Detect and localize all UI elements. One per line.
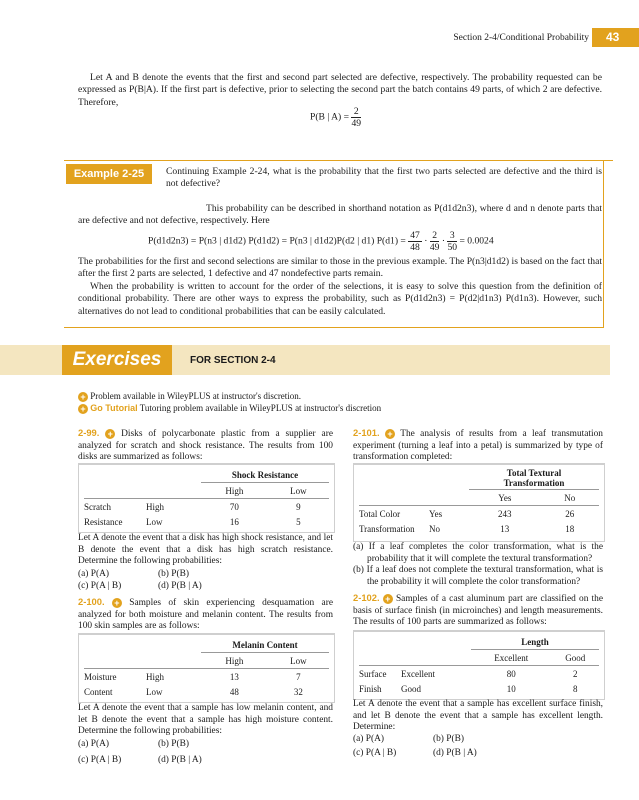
legend-row-1 [78, 390, 381, 402]
row-group: Content [84, 686, 113, 697]
problem-statement: Samples of a cast aluminum part are classified on the basis of surface finish (in microinches) and length measurements. The results of 100 parts are summarized as follows: [353, 594, 604, 628]
option-b: (b) P(B) [433, 734, 464, 744]
example-bottom-rule [64, 327, 604, 328]
eq-f2-den: 49 [429, 242, 440, 253]
cell-value: 80 [506, 668, 516, 679]
legend-row-2 [78, 402, 381, 414]
part-a: (a) If a leaf completes the color transformation, what is the probability that it will complete the textural transformation? [353, 542, 603, 564]
option-d: (d) P(B | A) [158, 581, 202, 591]
cell-value: 5 [296, 516, 301, 527]
option-a: (a) P(A) [78, 569, 109, 579]
intro-eq-fraction [351, 106, 361, 129]
eq-fraction-1 [408, 230, 422, 253]
problem-number: 2-100. [78, 596, 105, 607]
plus-icon: + [385, 429, 395, 439]
table-row [359, 521, 599, 536]
row-group: Moisture [84, 671, 117, 682]
problem-statement: Disks of polycarbonate plastic from a supplier are analyzed for scratch and shock resistance. The results from 100 disks are summarized as follows: [78, 429, 333, 463]
example-right-rule [603, 160, 604, 328]
example-label: Example 2-25 [66, 164, 152, 184]
problem-statement: Samples of skin experiencing desquamation are analyzed for both moisture and melanin content. The results from 100 skin samples are as follows: [78, 598, 334, 632]
row-level: No [429, 523, 440, 534]
example-top-rule [64, 160, 613, 161]
page-number: 43 [592, 28, 639, 47]
problem-2-101-text [353, 427, 603, 464]
col-header: High [225, 485, 244, 496]
col-header: Good [565, 652, 586, 663]
col-header: Low [290, 655, 307, 666]
part-b: (b) If a leaf does not complete the textural transformation, what is the probability it will complete the color transformation? [353, 565, 603, 587]
table-2-102 [353, 630, 605, 700]
eq-f2-num: 2 [430, 230, 440, 242]
row-level: Excellent [401, 668, 435, 679]
option-d: (d) P(B | A) [433, 748, 477, 758]
problem-2-102-after: Let A denote the event that a sample has excellent surface finish, and let B denote the event that a sample has excellent length. Determine: [353, 699, 603, 733]
problem-2-99-options [78, 568, 333, 592]
problem-2-100-text [78, 596, 333, 633]
problem-2-99-after: Let A denote the event that a disk has high shock resistance, and let B denote the event that a disk has high scratch resistance. Determine the following probabilities: [78, 533, 333, 567]
cell-value: 10 [506, 683, 516, 694]
option-c: (c) P(A | B) [353, 748, 397, 758]
table-row [84, 514, 329, 529]
example-eq-chain: P(d1d2n3) = P(n3 | d1d2) P(d1d2) = P(n3 | d1d2)P(d2 | d1) P(d1) = [148, 235, 406, 247]
table-2-101 [353, 463, 605, 542]
cell-value: 18 [565, 523, 575, 534]
plus-icon: + [78, 392, 88, 402]
col-header: Low [290, 485, 307, 496]
table-row [359, 506, 599, 522]
example-question: Continuing Example 2-24, what is the probability that the first two parts selected are defective and the third is not defective? [166, 166, 602, 190]
plus-icon: + [383, 594, 393, 604]
option-d: (d) P(B | A) [158, 755, 202, 765]
cell-value: 7 [296, 671, 301, 682]
cell-value: 13 [229, 671, 239, 682]
cell-value: 8 [573, 683, 578, 694]
plus-icon: + [78, 404, 88, 414]
table-2-99-grid [84, 467, 329, 529]
cell-value: 2 [573, 668, 578, 679]
table-row [84, 499, 329, 515]
cell-value: 70 [229, 501, 239, 512]
legend [78, 390, 381, 414]
row-level: High [146, 501, 164, 512]
table-title [469, 467, 599, 490]
problem-2-100-after: Let A denote the event that a sample has low melanin content, and let B denote the event that a sample has high moisture content. Determine the following probabilities: [78, 703, 333, 737]
table-title: Length [471, 634, 599, 650]
problem-2-102-options [353, 733, 603, 759]
option-b: (b) P(B) [158, 569, 189, 579]
intro-equation [310, 106, 361, 129]
problem-number: 2-99. [78, 427, 100, 438]
table-title: Shock Resistance [201, 467, 329, 483]
cell-value: 48 [229, 686, 239, 697]
table-2-100-grid [84, 637, 329, 699]
intro-eq-lhs: P(B | A) = [310, 111, 350, 123]
problem-number: 2-101. [353, 427, 380, 438]
problem-statement: The analysis of results from a leaf transmutation experiment (turning a leaf into a petal) is summarized by type of transformation completed: [353, 429, 603, 463]
problem-2-102-text [353, 592, 603, 629]
cell-value: 9 [296, 501, 301, 512]
cell-value: 32 [293, 686, 303, 697]
row-group: Surface [359, 668, 387, 679]
row-level: Low [146, 516, 163, 527]
example-equation: P(d1d2n3) = P(n3 | d1d2) P(d1d2) = P(n3 | d1d2)P(d2 | d1) P(d1) = $\frac{47}{48}$ · $\frac{2}{49}$ · $\frac{3}{50}$ = 0.0024 [148, 230, 494, 253]
example-paragraph-2: This probability can be described in shorthand notation as P(d1d2n3), where d and n denote parts that are defective and not defective, respectively. Here [78, 203, 602, 227]
problem-2-101-parts [353, 542, 603, 588]
eq-f3-num: 3 [447, 230, 457, 242]
col-header: Yes [498, 492, 512, 503]
option-c: (c) P(A | B) [78, 755, 122, 765]
go-tutorial-label: Go Tutorial [90, 403, 138, 413]
eq-fraction-3 [447, 230, 457, 253]
example-eq-result: = 0.0024 [459, 235, 494, 247]
table-2-99 [78, 463, 335, 533]
option-c: (c) P(A | B) [78, 581, 122, 591]
exercises-title: Exercises [62, 345, 172, 375]
option-a: (a) P(A) [78, 739, 109, 749]
table-2-100 [78, 633, 335, 703]
section-title: Section 2-4/Conditional Probability [453, 33, 589, 43]
intro-eq-numerator: 2 [351, 106, 361, 118]
row-group: Resistance [84, 516, 123, 527]
cell-value: 243 [498, 508, 512, 519]
eq-fraction-2 [430, 230, 440, 253]
eq-f1-num: 47 [410, 230, 420, 241]
col-header: Excellent [494, 652, 529, 663]
table-row [84, 684, 329, 699]
row-group: Finish [359, 683, 382, 694]
cell-value: 13 [500, 523, 510, 534]
cell-value: 26 [565, 508, 575, 519]
legend-text-2: Tutoring problem available in WileyPLUS at instructor's discretion [139, 403, 382, 413]
plus-icon: + [112, 598, 122, 608]
row-group: Total Color [359, 508, 401, 519]
col-header: No [564, 492, 576, 503]
example-paragraph-3: The probabilities for the first and second selections are similar to those in the previous example. The P(n3|d1d2) is based on the fact that after the first 2 parts are selected, 1 defective and 47 nondefective parts remain. [78, 256, 602, 280]
table-2-102-grid [359, 634, 599, 696]
table-row [84, 669, 329, 685]
cell-value: 16 [229, 516, 239, 527]
option-a: (a) P(A) [353, 734, 384, 744]
problem-2-100-options [78, 738, 333, 766]
row-level: Good [401, 683, 421, 694]
problem-2-99-text [78, 427, 333, 464]
row-group: Scratch [84, 501, 111, 512]
for-section-label: FOR SECTION 2-4 [190, 355, 276, 366]
example-paragraph-4: When the probability is written to account for the order of the selections, it is easy to solve this question from the definition of conditional probability. There are other ways to express the probability, such as P(d1d2n3) = P(d2|d1n3) P(d1n3). However, such alternatives do not lead to conditional probabilities that can be easily calculated. [78, 281, 602, 317]
legend-text-1: Problem available in WileyPLUS at instructor's discretion. [90, 391, 302, 401]
problem-number: 2-102. [353, 592, 380, 603]
eq-f3-den: 50 [447, 242, 458, 253]
plus-icon: + [105, 429, 115, 439]
intro-paragraph: Let A and B denote the events that the first and second part selected are defective, respectively. The probability requested can be expressed as P(B|A). If the first part is defective, prior to selecting the second part the batch contains 49 parts, of which 2 are defective. Therefore, [78, 72, 602, 108]
table-2-101-grid [359, 467, 599, 536]
table-title-line-2: Transformation [503, 478, 565, 488]
table-title: Melanin Content [201, 637, 329, 653]
intro-eq-denominator: 49 [351, 118, 362, 129]
eq-f1-den: 48 [410, 242, 420, 253]
row-group: Transformation [359, 523, 415, 534]
col-header: High [225, 655, 244, 666]
option-b: (b) P(B) [158, 739, 189, 749]
table-title-line-1: Total Textural [506, 468, 562, 478]
table-row [359, 666, 599, 682]
row-level: High [146, 671, 164, 682]
table-row [359, 681, 599, 696]
row-level: Low [146, 686, 163, 697]
row-level: Yes [429, 508, 443, 519]
